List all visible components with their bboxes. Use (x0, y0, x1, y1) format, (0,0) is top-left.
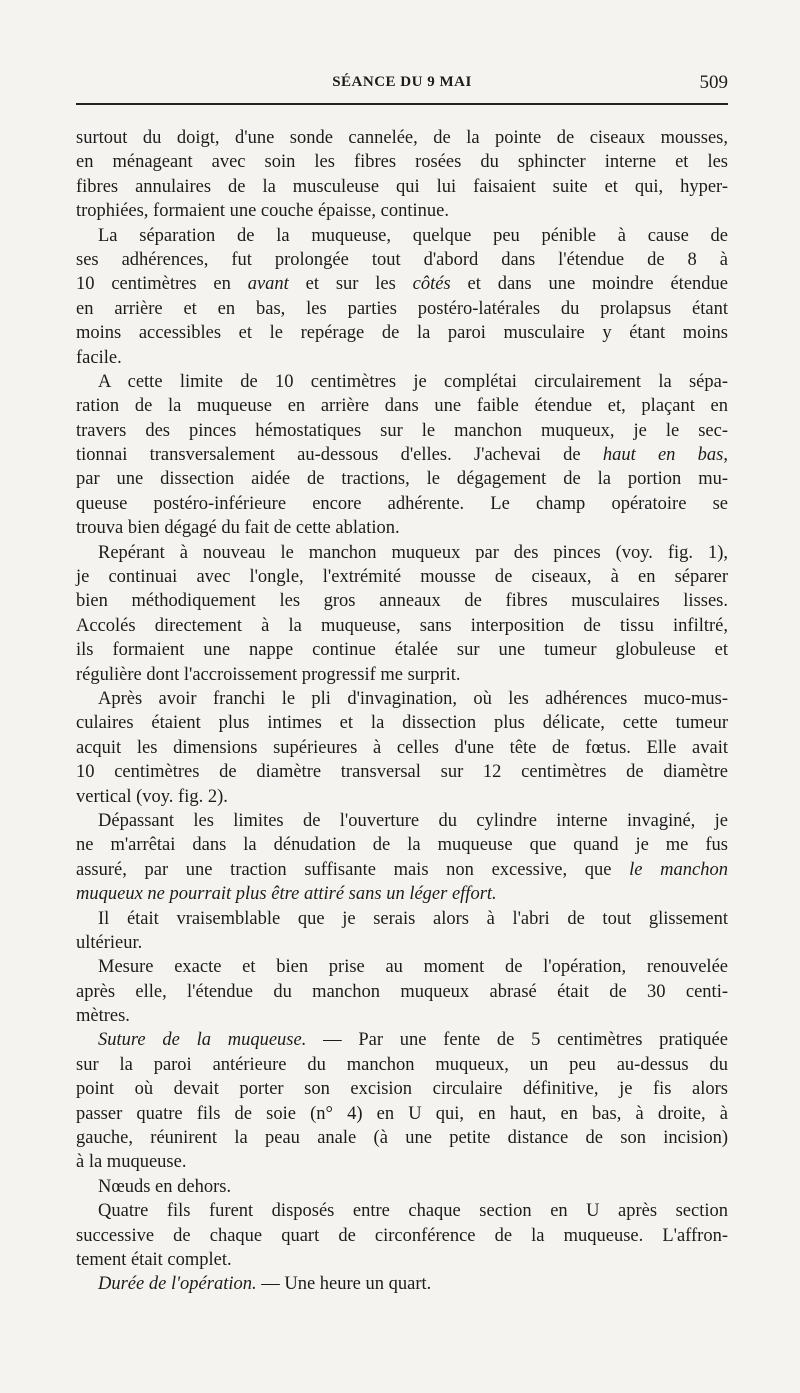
text-line (76, 1272, 728, 1296)
text-line (76, 443, 728, 467)
text-line: Il était vraisemblable que je serais alors à l'abri de tout glissement (98, 908, 728, 929)
text-line: point où devait porter son excision circulaire définitive, je fis alors (76, 1079, 728, 1100)
italic-text: muqueux ne pourrait plus être attiré sans un léger effort. (76, 884, 497, 905)
paragraph (76, 224, 728, 370)
text-line: A cette limite de 10 centimètres je complétai circulairement la sépa- (98, 371, 728, 392)
text-line: moins accessibles et le repérage de la paroi musculaire y étant moins (76, 323, 728, 344)
text-line: travers des pinces hémostatiques sur le manchon muqueux, je le sec- (76, 420, 728, 441)
text-line: Nœuds en dehors. (98, 1176, 232, 1197)
paragraph (76, 1028, 728, 1174)
text-line (76, 882, 728, 906)
paragraph (76, 1199, 728, 1272)
text-line: en ménageant avec soin les fibres rosées du sphincter interne et les (76, 152, 728, 173)
text-line: passer quatre fils de soie (n° 4) en U qui, en haut, en bas, à droite, à (76, 1103, 728, 1124)
text-line: à la muqueuse. (76, 1152, 187, 1173)
text-line: surtout du doigt, d'une sonde cannelée, de la pointe de ciseaux mousses, (76, 128, 728, 148)
body-text (76, 126, 728, 1297)
text-line: Dépassant les limites de l'ouverture du cylindre interne invaginé, je (98, 810, 728, 831)
text-line: par une dissection aidée de tractions, le dégagement de la portion mu- (76, 469, 728, 490)
text-line: Quatre fils furent disposés entre chaque section en U après section (98, 1201, 728, 1222)
italic-text: côtés (412, 274, 451, 295)
paragraph (76, 370, 728, 541)
running-title: SÉANCE DU 9 MAI (332, 74, 472, 90)
text-line (76, 1028, 728, 1052)
paragraph (76, 955, 728, 1028)
text-span: — Par une fente de 5 centimètres pratiquée (306, 1030, 728, 1051)
italic-text: avant (247, 274, 289, 295)
text-span: et dans une moindre étendue (450, 274, 728, 295)
paragraph (76, 809, 728, 907)
text-line: après elle, l'étendue du manchon muqueux abrasé était de 30 centi- (76, 981, 728, 1002)
text-line: mètres. (76, 1006, 130, 1027)
italic-text: Suture de la muqueuse. (98, 1030, 307, 1051)
paragraph (76, 1175, 728, 1199)
text-line (76, 858, 728, 882)
text-line: tement était complet. (76, 1249, 232, 1270)
text-line: vertical (voy. fig. 2). (76, 786, 228, 807)
text-line: successive de chaque quart de circonférence de la muqueuse. L'affron- (76, 1225, 728, 1246)
text-line: culaires étaient plus intimes et la dissection plus délicate, cette tumeur (76, 713, 728, 734)
text-line: je continuai avec l'ongle, l'extrémité mousse de ciseaux, à en séparer (76, 567, 728, 588)
text-line: sur la paroi antérieure du manchon muqueux, un peu au-dessus du (76, 1054, 728, 1075)
text-line: acquit les dimensions supérieures à celles d'une tête de fœtus. Elle avait (76, 737, 728, 758)
text-line: ration de la muqueuse en arrière dans une faible étendue et, plaçant en (76, 396, 728, 417)
page-number: 509 (699, 72, 728, 93)
text-line: fibres annulaires de la musculeuse qui lui faisaient suite et qui, hyper- (76, 176, 728, 197)
text-line: 10 centimètres de diamètre transversal sur 12 centimètres de diamètre (76, 762, 728, 783)
text-line: bien méthodiquement les gros anneaux de fibres musculaires lisses. (76, 591, 728, 612)
italic-text: Durée de l'opération. (98, 1274, 257, 1295)
text-line: Accolés directement à la muqueuse, sans interposition de tissu infiltré, (76, 615, 728, 636)
text-line: ultérieur. (76, 932, 143, 953)
header-rule (76, 103, 728, 105)
text-line: trouva bien dégagé du fait de cette ablation. (76, 518, 400, 539)
text-span: et sur les (288, 274, 413, 295)
text-line: ses adhérences, fut prolongée tout d'abord dans l'étendue de 8 à (76, 249, 728, 270)
text-line: trophiées, formaient une couche épaisse, continue. (76, 201, 449, 222)
italic-text: haut en bas (602, 445, 724, 466)
text-span: 10 centimètres en (76, 274, 248, 295)
text-line (76, 272, 728, 296)
text-line: régulière dont l'accroissement progressif me surprit. (76, 664, 461, 685)
text-span: tionnai transversalement au-dessous d'elles. J'achevai de (76, 445, 603, 466)
text-line: en arrière et en bas, les parties postéro-latérales du prolapsus étant (76, 298, 728, 319)
paragraph (76, 687, 728, 809)
text-span: assuré, par une traction suffisante mais non excessive, que (76, 859, 630, 880)
text-span: — Une heure un quart. (256, 1274, 432, 1295)
paragraph (76, 907, 728, 956)
text-line: Après avoir franchi le pli d'invagination, où les adhérences muco-mus- (98, 688, 728, 709)
text-line: La séparation de la muqueuse, quelque peu pénible à cause de (98, 225, 728, 246)
text-line: ils formaient une nappe continue étalée sur une tumeur globuleuse et (76, 640, 728, 661)
text-line: ne m'arrêtai dans la dénudation de la muqueuse que quand je me fus (76, 835, 728, 856)
paragraph (76, 126, 728, 224)
text-line: gauche, réunirent la peau anale (à une petite distance de son incision) (76, 1128, 728, 1149)
paragraph (76, 1272, 728, 1296)
text-span: , (723, 445, 728, 466)
text-line: Mesure exacte et bien prise au moment de l'opération, renouvelée (98, 957, 728, 978)
text-line: facile. (76, 347, 122, 368)
text-line: Repérant à nouveau le manchon muqueux par des pinces (voy. fig. 1), (98, 542, 728, 563)
page-header (76, 72, 728, 96)
text-line: queuse postéro-inférieure encore adhérente. Le champ opératoire se (76, 493, 728, 514)
paragraph (76, 541, 728, 687)
italic-text: le manchon (629, 859, 728, 880)
